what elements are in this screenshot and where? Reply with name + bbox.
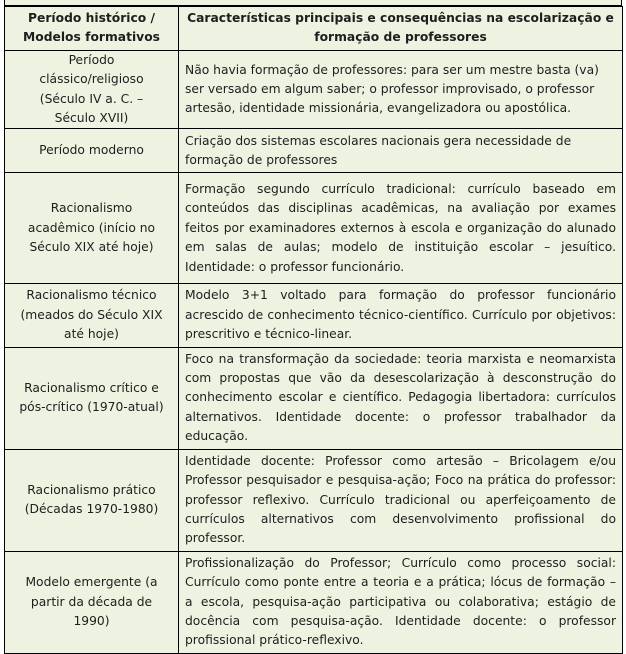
description-cell: Identidade docente: Professor como artesão – Bricolagem e/ou Professor pesquisador e pesquisa-ação; Foco na prática do professor: professor reflexivo. Currículo tradicional ou aperfeiçoamento de currículos alternativos com desenvolvimento profissional do professor. (179, 449, 623, 551)
table-row (5, 173, 623, 284)
description-cell: Profissionalização do Professor; Currículo como processo social: Currículo como ponte entre a teoria e a prática; lócus de formação – a escola, pesquisa-ação participativa ou colaborativa; estágio de docência com pesquisa-ação. Identidade docente: o professor profissional prático-reflexivo. (179, 551, 623, 653)
period-cell: Modelo emergente (a partir da década de 1990) (5, 551, 179, 653)
period-cell: Período moderno (5, 129, 179, 173)
description-cell: Formação segundo currículo tradicional: currículo baseado em conteúdos das disciplinas acadêmicas, na avaliação por exames feitos por examinadores externos à escola e organização do alunado em salas de aulas; modelo de instituição escolar – jesuítico. Identidade: o professor funcionário. (179, 173, 623, 284)
table-header-row (5, 7, 623, 51)
table-row (5, 551, 623, 653)
table-row (5, 347, 623, 449)
table-row (5, 50, 623, 129)
description-cell: Criação dos sistemas escolares nacionais gera necessidade de formação de professores (179, 129, 623, 173)
period-cell: Período clássico/religioso (Século IV a. C. – Século XVII) (5, 50, 179, 129)
period-cell: Racionalismo acadêmico (início no Século XIX até hoje) (5, 173, 179, 284)
table-row (5, 129, 623, 173)
header-characteristics: Características principais e consequências na escolarização e formação de professores (179, 7, 623, 51)
table-row (5, 449, 623, 551)
description-cell: Modelo 3+1 voltado para formação do professor funcionário acrescido de conhecimento técnico-científico. Currículo por objetivos: prescritivo e técnico-linear. (179, 284, 623, 347)
period-cell: Racionalismo prático (Décadas 1970-1980) (5, 449, 179, 551)
description-cell: Não havia formação de professores: para ser um mestre basta (va) ser versado em algum saber; o professor improvisado, o professor artesão, identidade missionária, evangelizadora ou apostólica. (179, 50, 623, 129)
header-period: Período histórico / Modelos formativos (5, 7, 179, 51)
table-row (5, 284, 623, 347)
description-cell: Foco na transformação da sociedade: teoria marxista e neomarxista com propostas que vão da desescolarização à desconstrução do conhecimento escolar e científico. Pedagogia libertadora: currículos alternativos. Identidade docente: o professor trabalhador da educação. (179, 347, 623, 449)
teacher-training-models-table (4, 6, 623, 654)
period-cell: Racionalismo técnico (meados do Século XIX até hoje) (5, 284, 179, 347)
period-cell: Racionalismo crítico e pós-crítico (1970-atual) (5, 347, 179, 449)
